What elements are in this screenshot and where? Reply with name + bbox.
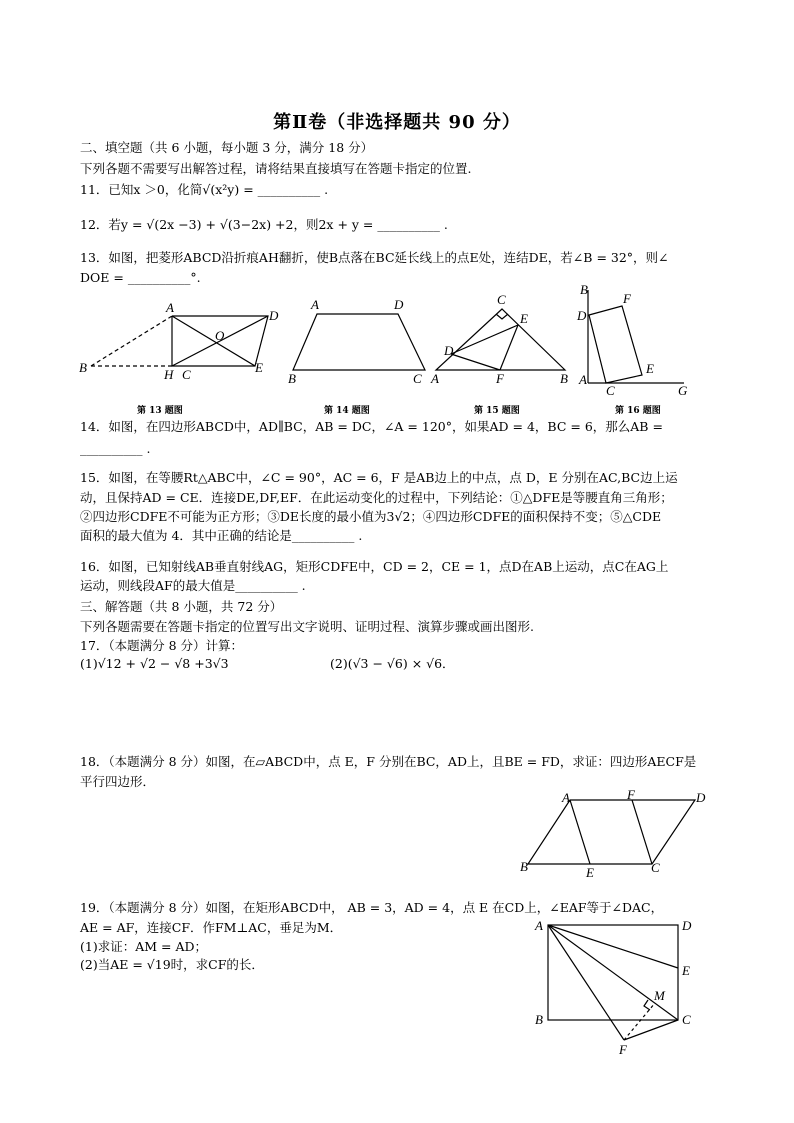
label-14-A: A bbox=[311, 297, 319, 312]
label-18-B: B bbox=[520, 859, 528, 874]
label-18-E: E bbox=[586, 865, 594, 880]
question-15-line1: 15．如图，在等腰Rt△ABC中，∠C = 90°，AC = 6，F 是AB边上的中点，点 D，E 分别在AC,BC边上运 bbox=[80, 470, 678, 485]
figure-16-caption: 第 16 题图 bbox=[615, 406, 661, 416]
figure-16-diagram bbox=[588, 290, 684, 383]
label-15-F: F bbox=[496, 371, 504, 386]
question-13-line1: 13．如图，把菱形ABCD沿折痕AH翻折，使B点落在BC延长线上的点E处，连结DE，若∠B = 32°，则∠ bbox=[80, 250, 669, 265]
label-16-C: C bbox=[606, 383, 615, 398]
label-13-O: O bbox=[215, 328, 225, 343]
label-13-E: E bbox=[255, 360, 263, 375]
section2-instruction: 下列各题不需要写出解答过程，请将结果直接填写在答题卡指定的位置. bbox=[80, 161, 472, 176]
figure-14-diagram bbox=[293, 314, 425, 370]
label-19-D: D bbox=[682, 918, 692, 933]
question-19-line1: 19．（本题满分 8 分）如图，在矩形ABCD中， AB = 3，AD = 4，点 E 在CD上，∠EAF等于∠DAC， bbox=[80, 900, 664, 915]
label-19-M: M bbox=[654, 988, 665, 1003]
figure-15-caption: 第 15 题图 bbox=[474, 406, 520, 416]
label-15-E: E bbox=[520, 311, 528, 326]
label-15-D: D bbox=[444, 343, 454, 358]
question-18-line1: 18．（本题满分 8 分）如图，在▱ABCD中，点 E，F 分别在BC，AD上，且BE = FD，求证：四边形AECF是 bbox=[80, 754, 697, 769]
section3-instruction: 下列各题需要在答题卡指定的位置写出文字说明、证明过程、演算步骤或画出图形. bbox=[80, 619, 534, 634]
figure-15-diagram bbox=[436, 309, 565, 370]
label-16-B: B bbox=[580, 282, 588, 297]
question-17-part1: (1)√12 + √2 − √8 +3√3 bbox=[80, 656, 229, 671]
question-17-heading: 17．（本题满分 8 分）计算： bbox=[80, 638, 244, 653]
question-15-line4: 面积的最大值为 4．其中正确的结论是__________ . bbox=[80, 528, 363, 543]
label-18-C: C bbox=[651, 860, 660, 875]
question-14-line2: __________ . bbox=[80, 441, 151, 456]
label-18-D: D bbox=[696, 790, 706, 805]
label-19-C: C bbox=[682, 1012, 691, 1027]
label-13-B: B bbox=[79, 360, 87, 375]
figure-19-diagram bbox=[548, 925, 678, 1040]
label-13-H: H bbox=[164, 367, 174, 382]
label-16-E: E bbox=[646, 361, 654, 376]
question-19-line2: AE = AF，连接CF．作FM⊥AC，垂足为M． bbox=[80, 920, 343, 935]
question-14-line1: 14．如图，在四边形ABCD中，AD∥BC，AB = DC，∠A = 120°，如果AD = 4，BC = 6，那么AB = bbox=[80, 419, 663, 434]
label-19-F: F bbox=[619, 1042, 627, 1057]
label-15-A: A bbox=[431, 371, 439, 386]
question-19-part1: (1)求证：AM = AD； bbox=[80, 939, 208, 954]
label-18-F: F bbox=[627, 787, 635, 802]
figure-14-caption: 第 14 题图 bbox=[324, 406, 370, 416]
question-16-line1: 16．如图，已知射线AB垂直射线AG，矩形CDFE中，CD = 2，CE = 1，点D在AB上运动，点C在AG上 bbox=[80, 559, 669, 574]
label-13-D: D bbox=[269, 308, 279, 323]
question-16-line2: 运动，则线段AF的最大值是__________ . bbox=[80, 578, 306, 593]
label-14-B: B bbox=[288, 371, 296, 386]
label-19-E: E bbox=[682, 963, 690, 978]
label-15-B: B bbox=[560, 371, 568, 386]
figure-18-diagram bbox=[528, 800, 695, 864]
label-14-C: C bbox=[413, 371, 422, 386]
question-17-part2: (2)(√3 − √6) × √6． bbox=[330, 656, 455, 671]
label-16-G: G bbox=[678, 383, 688, 398]
section2-heading: 二、填空题（共 6 小题，每小题 3 分，满分 18 分） bbox=[80, 140, 374, 155]
question-13-line2: DOE = __________°. bbox=[80, 270, 201, 285]
label-16-D: D bbox=[577, 308, 587, 323]
page-title: 第Ⅱ卷（非选择题共 90 分） bbox=[273, 112, 521, 133]
label-14-D: D bbox=[394, 297, 404, 312]
label-19-B: B bbox=[535, 1012, 543, 1027]
label-16-A: A bbox=[579, 372, 587, 387]
label-13-C: C bbox=[182, 367, 191, 382]
question-19-part2: (2)当AE = √19时，求CF的长． bbox=[80, 957, 264, 972]
section3-heading: 三、解答题（共 8 小题，共 72 分） bbox=[80, 599, 283, 614]
question-11: 11．已知x ＞0，化简√(x²y) = __________ . bbox=[80, 182, 329, 197]
question-18-line2: 平行四边形． bbox=[80, 774, 156, 789]
question-15-line2: 动，且保持AD = CE．连接DE,DF,EF．在此运动变化的过程中，下列结论：①△DFE是等腰直角三角形； bbox=[80, 490, 673, 505]
label-16-F: F bbox=[623, 291, 631, 306]
label-19-A: A bbox=[535, 918, 543, 933]
question-12: 12．若y = √(2x −3) + √(3−2x) +2，则2x + y = __________ . bbox=[80, 217, 448, 232]
label-18-A: A bbox=[562, 790, 570, 805]
figure-13-diagram bbox=[91, 316, 268, 366]
label-15-C: C bbox=[497, 292, 506, 307]
label-13-A: A bbox=[166, 300, 174, 315]
figure-13-caption: 第 13 题图 bbox=[137, 406, 183, 416]
question-15-line3: ②四边形CDFE不可能为正方形；③DE长度的最小值为3√2；④四边形CDFE的面积保持不变；⑤△CDE bbox=[80, 509, 662, 524]
